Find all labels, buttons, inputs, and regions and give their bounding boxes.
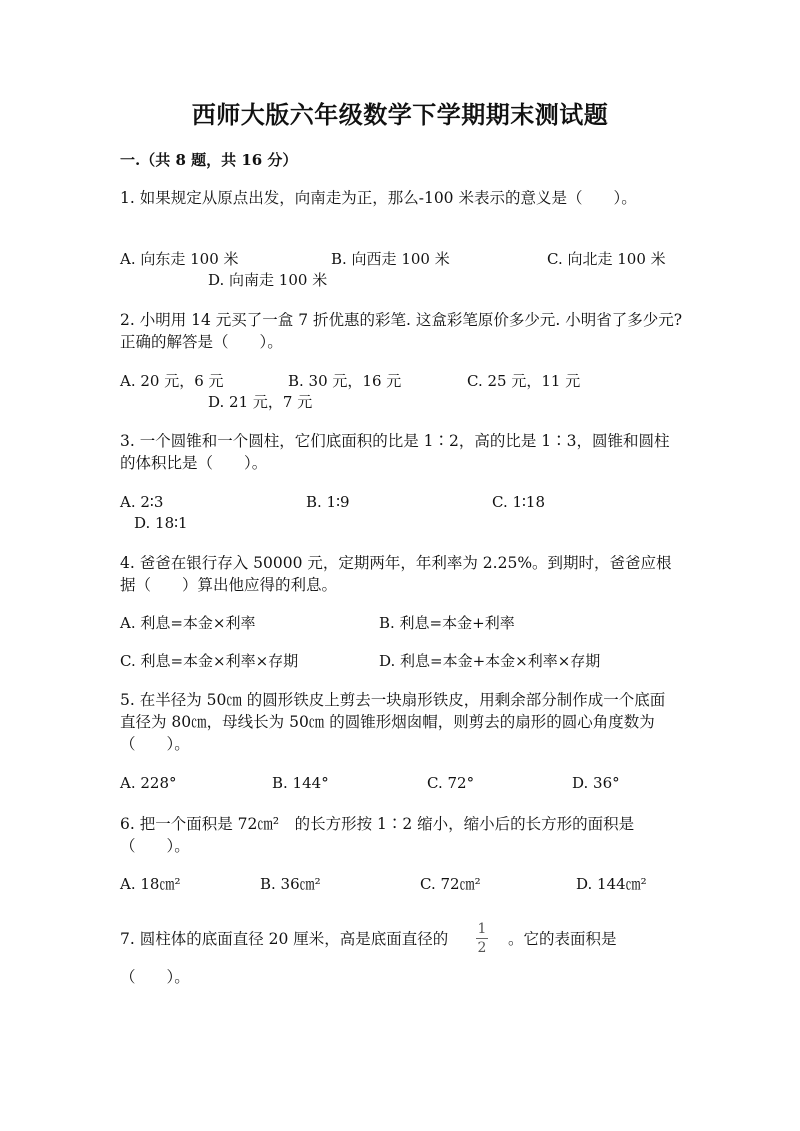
q2-stem-line1: 2. 小明用 14 元买了一盒 7 折优惠的彩笔. 这盒彩笔原价多少元. 小明省了多少元?	[120, 311, 683, 329]
q2-option-b: B. 30 元，16 元	[288, 372, 402, 390]
q7-stem-after: 。它的表面积是	[508, 930, 617, 948]
q3-option-b: B. 1∶9	[306, 493, 350, 511]
q1-option-a: A. 向东走 100 米	[120, 250, 239, 268]
q5-option-d: D. 36°	[572, 774, 620, 792]
fraction-numerator: 1	[477, 921, 487, 937]
q6-option-d: D. 144㎝²	[576, 875, 647, 893]
q2-option-c: C. 25 元，11 元	[467, 372, 581, 390]
q5-stem-line2: 直径为 80㎝，母线长为 50㎝ 的圆锥形烟囱帽，则剪去的扇形的圆心角度数为	[120, 713, 655, 731]
q3-stem-line2: 的体积比是（ ）。	[120, 454, 268, 472]
q2-option-d: D. 21 元，7 元	[208, 393, 313, 411]
fraction-one-half	[474, 922, 490, 955]
q1-option-b: B. 向西走 100 米	[331, 250, 450, 268]
q5-option-b: B. 144°	[272, 774, 329, 792]
page-title: 西师大版六年级数学下学期期末测试题	[191, 100, 609, 129]
q5-stem-line3: （ ）。	[120, 735, 190, 753]
q3-option-a: A. 2∶3	[120, 493, 164, 511]
q3-option-c: C. 1∶18	[492, 493, 546, 511]
q7-stem-line2: （ ）。	[120, 968, 190, 986]
q6-option-b: B. 36㎝²	[260, 875, 321, 893]
q6-option-c: C. 72㎝²	[420, 875, 481, 893]
q7-stem-before: 7. 圆柱体的底面直径 20 厘米，高是底面直径的	[120, 930, 449, 948]
q4-option-b: B. 利息=本金+利率	[379, 614, 515, 632]
fraction-bar	[476, 938, 488, 939]
q2-stem-line2: 正确的解答是（ ）。	[120, 333, 283, 351]
q4-stem-line1: 4. 爸爸在银行存入 50000 元，定期两年，年利率为 2.25%。到期时，爸爸应根	[120, 554, 672, 572]
q5-option-a: A. 228°	[120, 774, 177, 792]
q5-stem-line1: 5. 在半径为 50㎝ 的圆形铁皮上剪去一块扇形铁皮，用剩余部分制作成一个底面	[120, 691, 666, 709]
section-header: 一.（共 8 题，共 16 分）	[120, 151, 298, 169]
q2-option-a: A. 20 元，6 元	[120, 372, 224, 390]
q4-option-a: A. 利息=本金×利率	[120, 614, 256, 632]
q3-stem-line1: 3. 一个圆锥和一个圆柱，它们底面积的比是 1∶2，高的比是 1∶3，圆锥和圆柱	[120, 432, 670, 450]
q1-option-d: D. 向南走 100 米	[208, 271, 328, 289]
q3-option-d: D. 18∶1	[134, 514, 188, 532]
q4-stem-line2: 据（ ）算出他应得的利息。	[120, 576, 338, 594]
q5-option-c: C. 72°	[427, 774, 475, 792]
q4-option-c: C. 利息=本金×利率×存期	[120, 652, 299, 670]
q1-stem: 1. 如果规定从原点出发，向南走为正，那么-100 米表示的意义是（ ）。	[120, 189, 637, 207]
q1-option-c: C. 向北走 100 米	[547, 250, 666, 268]
q6-option-a: A. 18㎝²	[120, 875, 181, 893]
q4-option-d: D. 利息=本金+本金×利率×存期	[379, 652, 601, 670]
q6-stem-line1: 6. 把一个面积是 72㎝² 的长方形按 1∶2 缩小，缩小后的长方形的面积是	[120, 815, 635, 833]
q6-stem-line2: （ ）。	[120, 837, 190, 855]
fraction-denominator: 2	[477, 940, 487, 956]
